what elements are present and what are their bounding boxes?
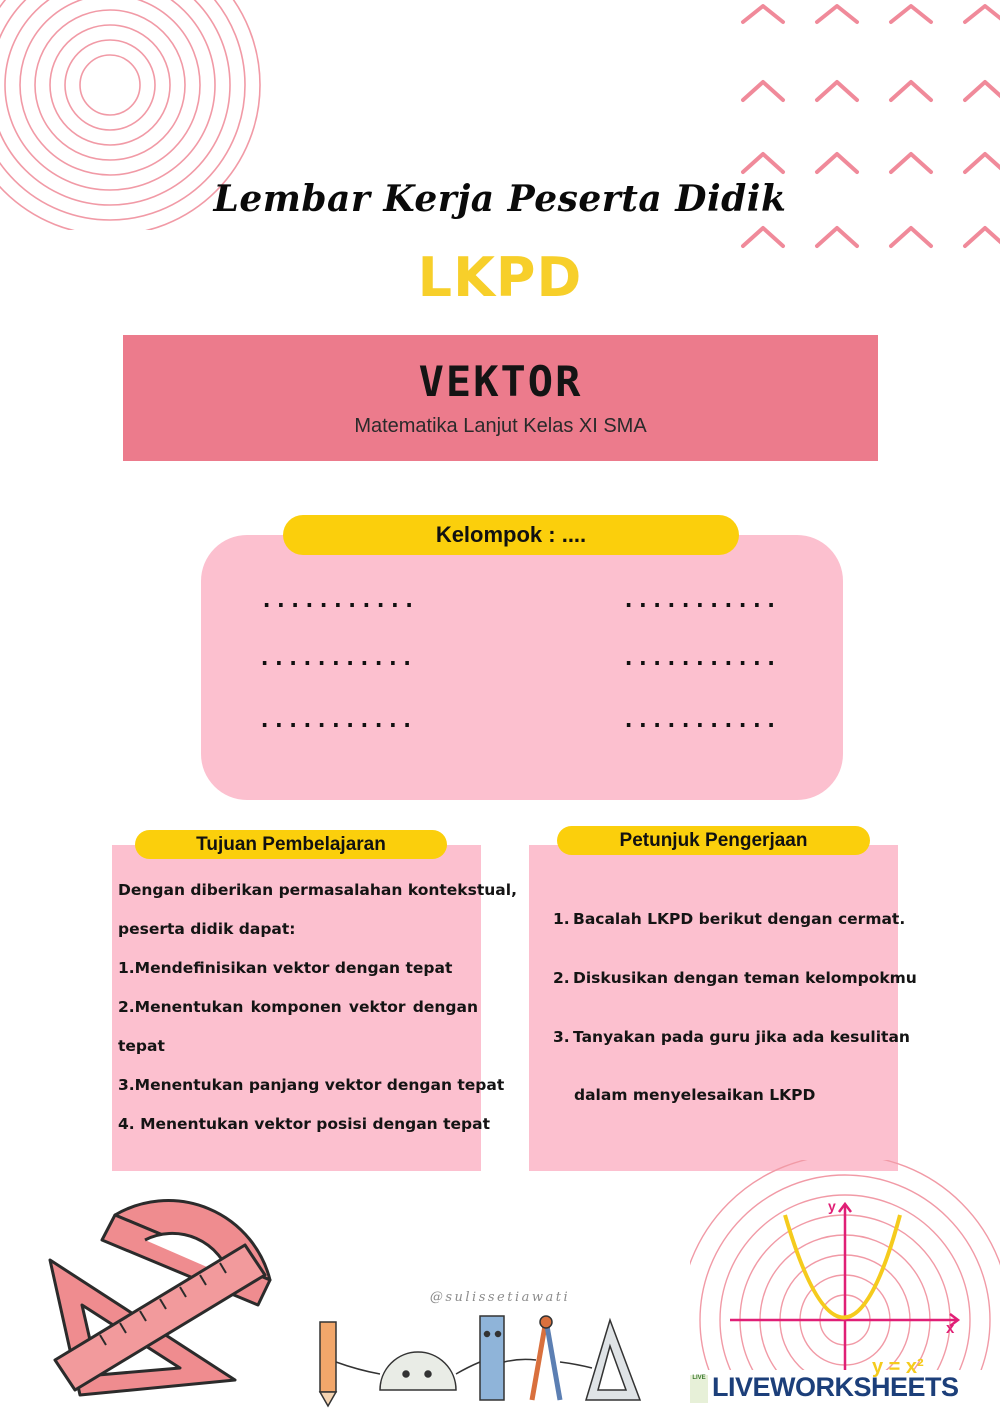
- instruction-number: 2.: [553, 969, 570, 987]
- graph-formula-label: y = x²: [872, 1356, 924, 1378]
- worksheet-script-title: Lembar Kerja Peserta Didik: [213, 178, 787, 220]
- instruction-number: 1.: [553, 910, 570, 928]
- member-blank-3[interactable]: ...........: [258, 646, 415, 671]
- lkpd-heading: LKPD: [417, 246, 583, 309]
- watermark-text: LIVEWORKSHEETS: [712, 1372, 959, 1402]
- instructions-title: Petunjuk Pengerjaan: [557, 826, 870, 855]
- graph-y-axis-label: y: [828, 1198, 836, 1214]
- instruction-item-1: [553, 910, 905, 928]
- goal-item-2-line-2: tepat: [118, 1037, 165, 1055]
- topic-banner: [123, 335, 878, 461]
- member-blank-5[interactable]: ...........: [258, 708, 415, 733]
- instructions-panel: [529, 845, 898, 1171]
- instruction-number: 3.: [553, 1028, 570, 1046]
- goal-item-2-line-1: 2.Menentukan komponen vektor dengan: [118, 998, 478, 1016]
- watermark-badge: LIVE: [690, 1375, 708, 1403]
- member-blank-1[interactable]: ...........: [260, 588, 417, 613]
- group-label: Kelompok : ....: [283, 515, 739, 555]
- instruction-item-2: [553, 969, 917, 987]
- stationery-characters-illustration: [310, 1312, 650, 1408]
- goals-intro-line-2: peserta didik dapat:: [118, 920, 296, 938]
- goals-intro-line-1: Dengan diberikan permasalahan kontekstual,: [118, 881, 517, 899]
- instruction-text: Diskusikan dengan teman kelompokmu: [573, 969, 917, 987]
- learning-goals-title: Tujuan Pembelajaran: [135, 830, 447, 859]
- graph-x-axis-label: x: [946, 1320, 955, 1337]
- goal-item-1: 1.Mendefinisikan vektor dengan tepat: [118, 959, 453, 977]
- instruction-text: Tanyakan pada guru jika ada kesulitan: [573, 1028, 910, 1046]
- member-blank-2[interactable]: ...........: [622, 588, 779, 613]
- goal-item-3: 3.Menentukan panjang vektor dengan tepat: [118, 1076, 505, 1094]
- instruction-item-3: [553, 1028, 910, 1046]
- topic-title: VEKTOR: [418, 357, 583, 406]
- topic-subtitle: Matematika Lanjut Kelas XI SMA: [354, 415, 647, 437]
- instruction-text: Bacalah LKPD berikut dengan cermat.: [573, 910, 906, 928]
- liveworksheets-watermark: [690, 1372, 990, 1406]
- chevron-pattern-top-right: [735, 0, 1000, 260]
- member-blank-6[interactable]: ...........: [622, 708, 779, 733]
- goal-item-4: 4. Menentukan vektor posisi dengan tepat: [118, 1115, 490, 1133]
- parabola-graph-decoration: [690, 1160, 1000, 1370]
- instruction-item-3-continued: dalam menyelesaikan LKPD: [574, 1086, 816, 1104]
- author-credit: @sulissetiawati: [429, 1290, 571, 1305]
- member-blank-4[interactable]: ...........: [622, 646, 779, 671]
